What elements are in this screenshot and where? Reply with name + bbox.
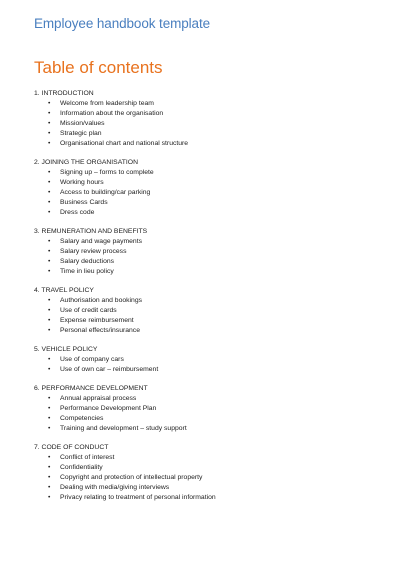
section-title: 4. TRAVEL POLICY <box>34 287 94 294</box>
section-title: 6. PERFORMANCE DEVELOPMENT <box>34 385 148 392</box>
toc-heading: Table of contents <box>34 58 163 77</box>
section-item-list <box>34 453 384 503</box>
section-title: 5. VEHICLE POLICY <box>34 346 98 353</box>
section-item-list <box>34 168 384 218</box>
section-item-list <box>34 394 384 434</box>
toc-section <box>34 443 384 503</box>
list-item: • Salary review process <box>34 247 384 257</box>
list-item: • Use of credit cards <box>34 306 384 316</box>
list-item: • Copyright and protection of intellectual property <box>34 473 384 483</box>
list-item: • Information about the organisation <box>34 109 384 119</box>
list-item: • Conflict of interest <box>34 453 384 463</box>
list-item: • Confidentiality <box>34 463 384 473</box>
list-item: • Business Cards <box>34 198 384 208</box>
list-item: • Use of company cars <box>34 355 384 365</box>
section-item-list <box>34 99 384 149</box>
list-item: • Authorisation and bookings <box>34 296 384 306</box>
list-item: • Welcome from leadership team <box>34 99 384 109</box>
list-item: • Annual appraisal process <box>34 394 384 404</box>
toc-sections <box>34 89 384 512</box>
list-item: • Organisational chart and national structure <box>34 139 384 149</box>
toc-section <box>34 286 384 336</box>
list-item: • Access to building/car parking <box>34 188 384 198</box>
section-title: 2. JOINING THE ORGANISATION <box>34 159 138 166</box>
toc-section <box>34 89 384 149</box>
toc-section <box>34 345 384 375</box>
toc-section <box>34 384 384 434</box>
list-item: • Expense reimbursement <box>34 316 384 326</box>
list-item: • Dress code <box>34 208 384 218</box>
list-item: • Dealing with media/giving interviews <box>34 483 384 493</box>
toc-section <box>34 227 384 277</box>
list-item: • Performance Development Plan <box>34 404 384 414</box>
list-item: • Working hours <box>34 178 384 188</box>
section-title: 7. CODE OF CONDUCT <box>34 444 109 451</box>
document-title: Employee handbook template <box>34 16 211 31</box>
section-item-list <box>34 237 384 277</box>
list-item: • Training and development – study support <box>34 424 384 434</box>
list-item: • Strategic plan <box>34 129 384 139</box>
section-item-list <box>34 296 384 336</box>
section-title: 1. INTRODUCTION <box>34 90 94 97</box>
list-item: • Salary deductions <box>34 257 384 267</box>
list-item: • Personal effects/insurance <box>34 326 384 336</box>
list-item: • Salary and wage payments <box>34 237 384 247</box>
section-title: 3. REMUNERATION AND BENEFITS <box>34 228 148 235</box>
list-item: • Use of own car – reimbursement <box>34 365 384 375</box>
list-item: • Time in lieu policy <box>34 267 384 277</box>
section-item-list <box>34 355 384 375</box>
list-item: • Privacy relating to treatment of personal information <box>34 493 384 503</box>
list-item: • Competencies <box>34 414 384 424</box>
list-item: • Signing up – forms to complete <box>34 168 384 178</box>
list-item: • Mission/values <box>34 119 384 129</box>
toc-section <box>34 158 384 218</box>
